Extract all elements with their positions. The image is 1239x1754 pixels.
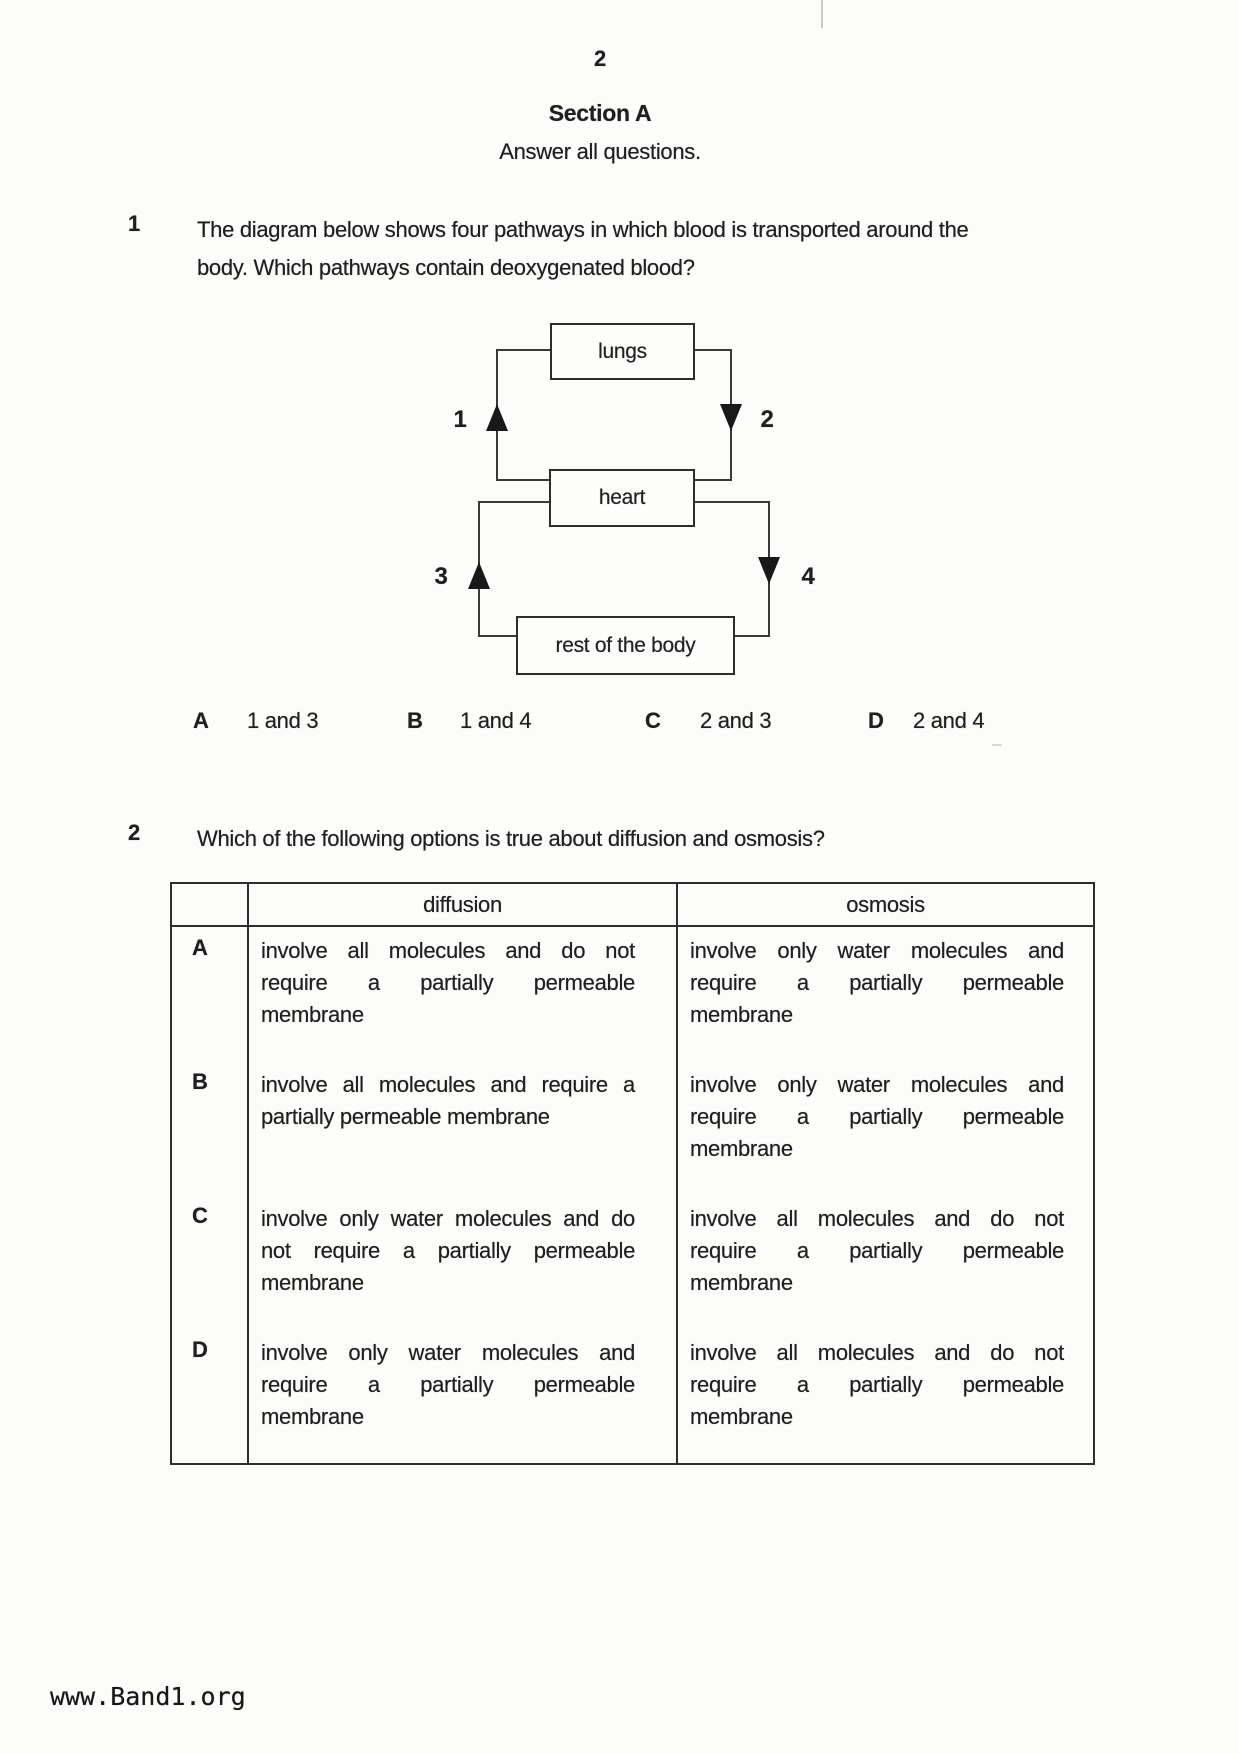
table-header-osmosis: osmosis (677, 883, 1094, 926)
osmosis-cell (677, 926, 1094, 1061)
osmosis-cell-text: involve only water molecules and require a partially permeable membrane (690, 1072, 1064, 1161)
pathway-label-1: 1 (453, 406, 467, 433)
diffusion-cell-text: involve only water molecules and do not require a partially permeable membrane (261, 1206, 635, 1295)
rest-of-body-label: rest of the body (555, 633, 696, 657)
scan-artifact (821, 0, 823, 28)
connector-line (694, 479, 732, 481)
section-title: Section A (548, 100, 652, 126)
pathway-label-4: 4 (801, 563, 815, 590)
blood-pathway-diagram (0, 0, 1239, 700)
option-text-C: 2 and 3 (700, 708, 772, 733)
question-1-number: 1 (128, 211, 140, 236)
diffusion-cell-text: involve only water molecules and require a partially permeable membrane (261, 1340, 635, 1429)
option-text-D: 2 and 4 (913, 708, 985, 733)
connector-line (478, 501, 551, 503)
question-2-text: Which of the following options is true about diffusion and osmosis? (197, 826, 825, 851)
lungs-box (550, 323, 695, 380)
page-number: 2 (594, 46, 606, 71)
row-letter: B (171, 1061, 248, 1195)
heart-label: heart (598, 486, 646, 509)
scan-artifact (992, 744, 1002, 746)
pathway-label-2: 2 (760, 406, 774, 433)
table-header-row (171, 883, 1094, 926)
down-arrow-icon (758, 557, 780, 584)
osmosis-cell (677, 1061, 1094, 1195)
connector-line (478, 635, 518, 637)
option-letter-A: A (193, 708, 209, 733)
rest-of-body-box (516, 616, 735, 675)
question-2-number: 2 (128, 820, 140, 845)
up-arrow-icon (468, 562, 490, 589)
connector-line (694, 501, 770, 503)
osmosis-cell-text: involve all molecules and do not require a partially permeable membrane (690, 1206, 1064, 1295)
connector-line (733, 635, 770, 637)
diffusion-osmosis-table (170, 882, 1095, 1465)
diffusion-cell (248, 1061, 677, 1195)
table-row-B (171, 1061, 1094, 1195)
option-text-A: 1 and 3 (247, 708, 319, 733)
osmosis-cell (677, 1329, 1094, 1464)
osmosis-cell-text: involve only water molecules and require a partially permeable membrane (690, 938, 1064, 1027)
table-row-A (171, 926, 1094, 1061)
diffusion-cell (248, 926, 677, 1061)
diffusion-cell-text: involve all molecules and require a partially permeable membrane (261, 1072, 635, 1129)
section-instruction: Answer all questions. (499, 139, 701, 164)
diffusion-cell (248, 1329, 677, 1464)
row-letter: C (171, 1195, 248, 1329)
question-1-options-row (0, 708, 1239, 742)
connector-line (496, 479, 551, 481)
osmosis-cell (677, 1195, 1094, 1329)
up-arrow-icon (486, 404, 508, 431)
connector-line (496, 349, 552, 351)
option-letter-D: D (868, 708, 884, 733)
option-text-B: 1 and 4 (460, 708, 532, 733)
row-letter: D (171, 1329, 248, 1464)
down-arrow-icon (720, 404, 742, 431)
heart-box (549, 469, 695, 527)
table-row-D (171, 1329, 1094, 1464)
table-header-diffusion: diffusion (248, 883, 677, 926)
connector-line (694, 349, 732, 351)
option-letter-C: C (645, 708, 661, 733)
diffusion-cell (248, 1195, 677, 1329)
diffusion-cell-text: involve all molecules and do not require a partially permeable membrane (261, 938, 635, 1027)
table-row-C (171, 1195, 1094, 1329)
footer-url: www.Band1.org (50, 1682, 246, 1711)
question-1-text: The diagram below shows four pathways in which blood is transported around the body. Which pathways contain deoxygenated blood? (197, 217, 969, 280)
osmosis-cell-text: involve all molecules and do not require a partially permeable membrane (690, 1340, 1064, 1429)
option-letter-B: B (407, 708, 423, 733)
table-header-empty (171, 883, 248, 926)
row-letter: A (171, 926, 248, 1061)
pathway-label-3: 3 (434, 563, 448, 590)
lungs-label: lungs (598, 339, 647, 363)
